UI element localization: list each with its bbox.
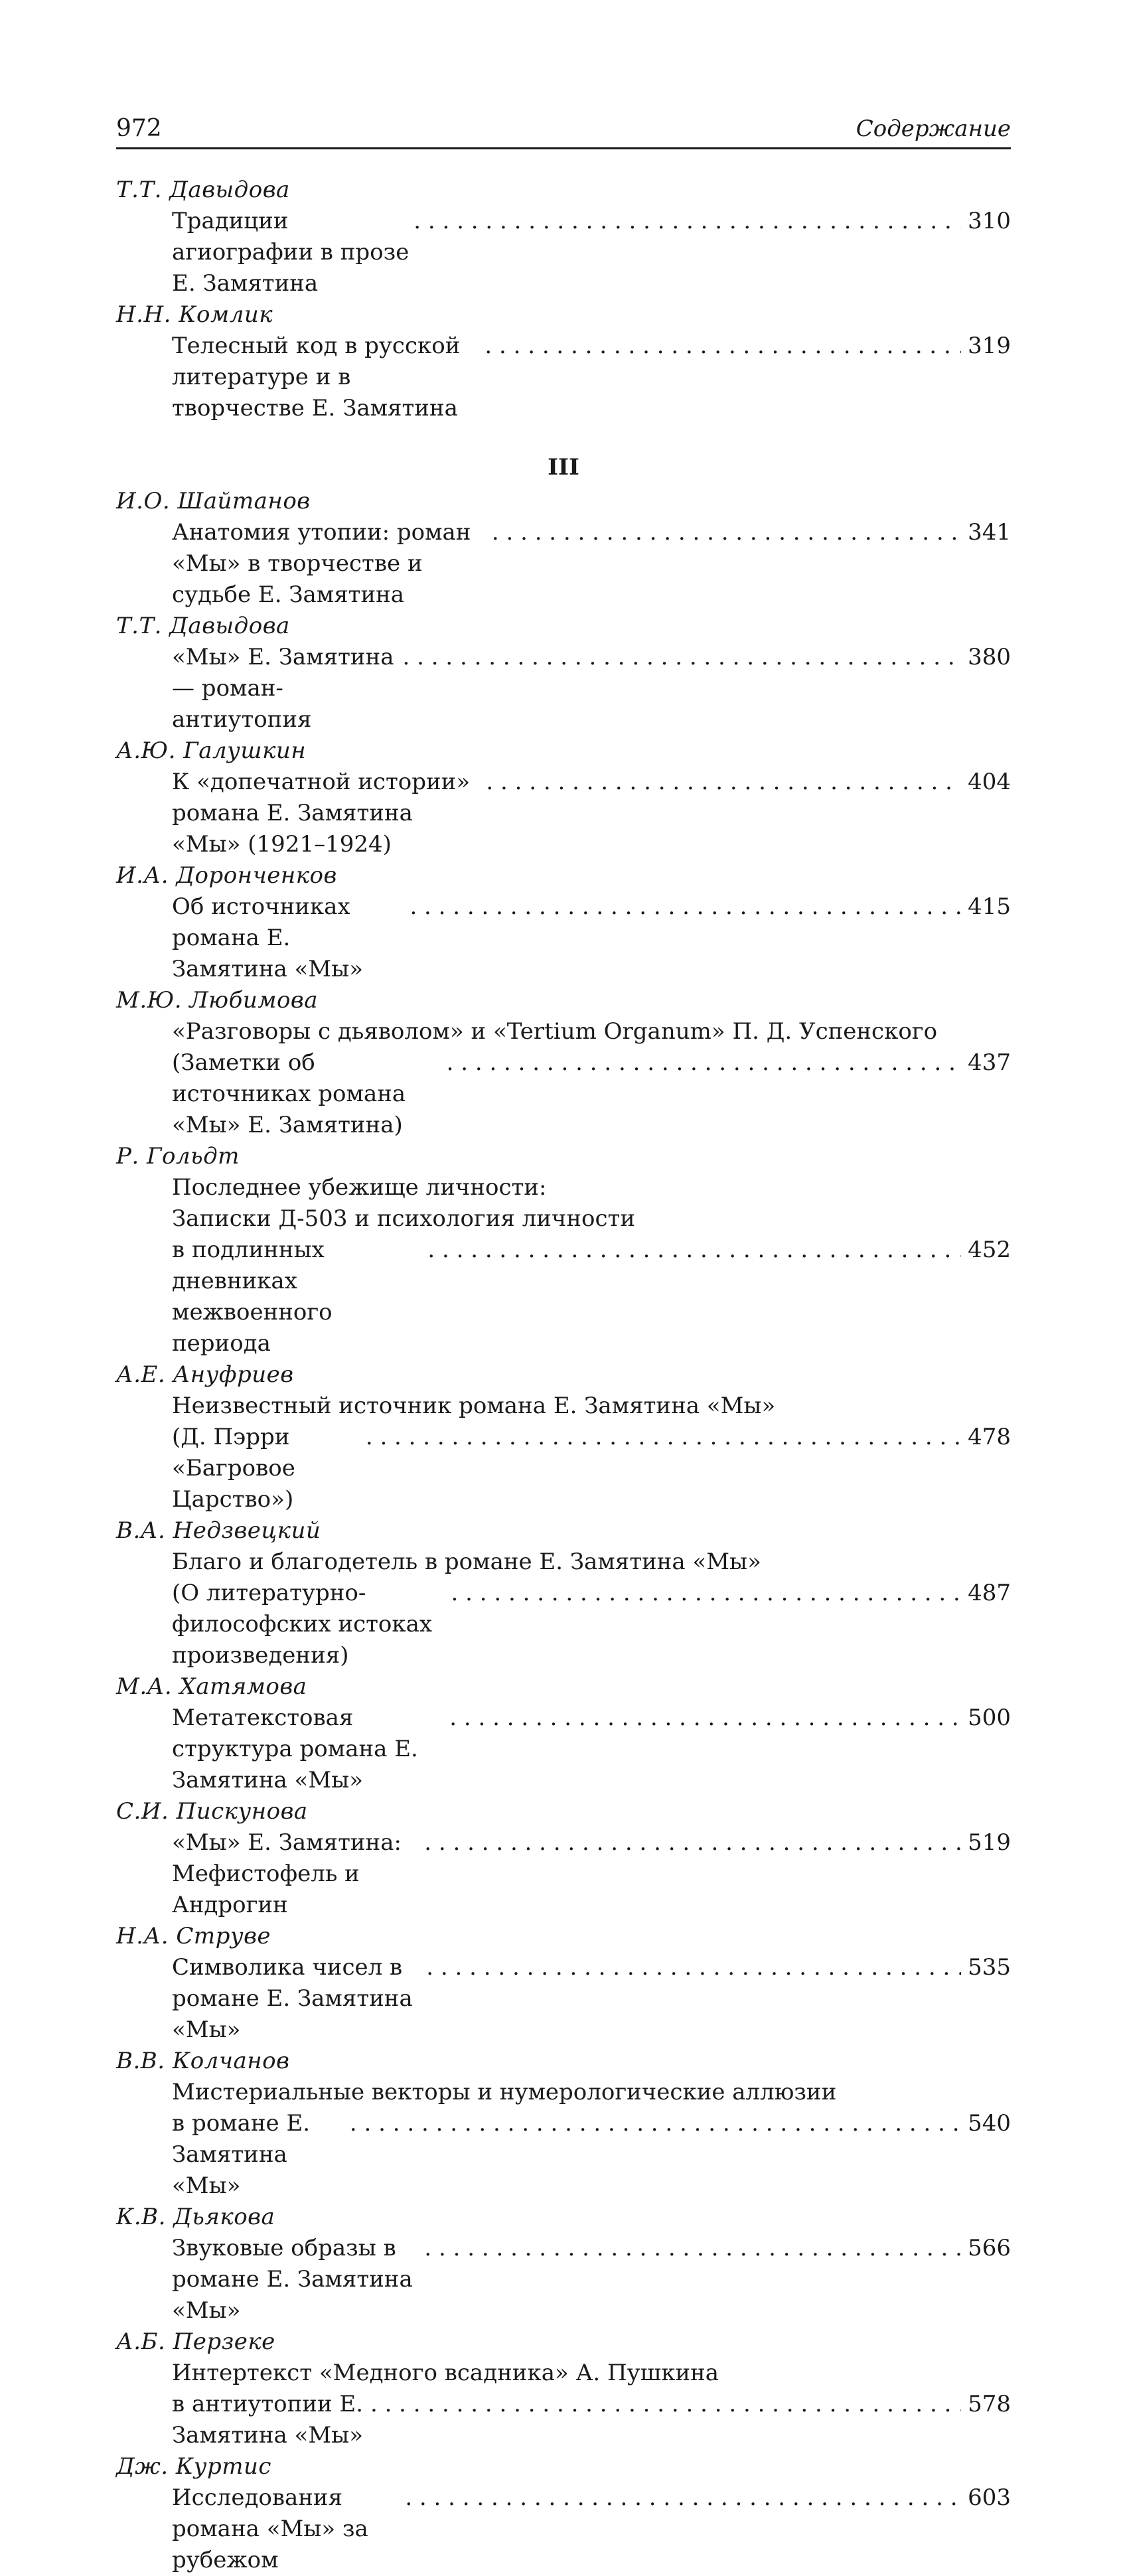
toc-entry — [116, 1359, 1011, 1515]
toc-author: М.Ю. Любимова — [116, 987, 318, 1014]
toc-page-number: 578 — [968, 2391, 1011, 2417]
dot-leader — [492, 517, 961, 548]
dot-leader — [405, 2482, 961, 2514]
dot-leader — [427, 1235, 961, 1266]
dot-leader — [366, 1422, 961, 1453]
toc-title-line: Исследования романа «Мы» за рубежом — [172, 2484, 368, 2573]
toc-page-number: 603 — [968, 2484, 1011, 2511]
dot-leader — [426, 1952, 961, 1983]
dot-leader — [410, 891, 961, 923]
toc-author: В.В. Колчанов — [116, 2048, 290, 2074]
page-number: 972 — [116, 115, 162, 142]
toc-title-last-line — [172, 1827, 1011, 1921]
toc-title-line: Мистериальные векторы и нумерологические аллюзии — [172, 2079, 837, 2105]
toc-title-last-line — [172, 1578, 1011, 1671]
toc-title-line: «Мы» Е. Замятина — роман-антиутопия — [172, 644, 394, 733]
toc-title-line: «Разговоры с дьяволом» и «Tertium Organum» П. Д. Успенского — [172, 1018, 938, 1045]
toc-title-line: Символика чисел в романе Е. Замятина «Мы» — [172, 1954, 413, 2043]
toc-entry — [116, 735, 1011, 860]
toc-title-line: в романе Е. Замятина «Мы» — [172, 2110, 311, 2199]
dot-leader — [424, 2233, 961, 2264]
toc-title-line: Записки Д-503 и психология личности — [172, 1205, 636, 1232]
toc-title — [116, 1172, 1011, 1359]
toc-page-number: 415 — [968, 893, 1011, 920]
toc-title — [116, 1703, 1011, 1796]
toc-title-last-line — [172, 206, 1011, 299]
toc-title-line: Традиции агиографии в прозе Е. Замятина — [172, 208, 410, 297]
toc-title — [116, 2482, 1011, 2576]
toc-author: Дж. Куртис — [116, 2453, 271, 2480]
section-heading: III — [548, 454, 579, 481]
toc-author: И.О. Шайтанов — [116, 488, 311, 514]
toc-title — [116, 891, 1011, 985]
toc-page-number: 540 — [968, 2110, 1011, 2137]
toc-author: Н.Н. Комлик — [116, 301, 273, 328]
dot-leader — [424, 1827, 961, 1858]
toc-entry — [116, 985, 1011, 1141]
toc-title-last-line — [172, 1952, 1011, 2046]
toc-page-number: 487 — [968, 1580, 1011, 1606]
toc-entry — [116, 2451, 1011, 2576]
toc-title — [116, 1016, 1011, 1141]
toc-author: А.Б. Перзеке — [116, 2328, 275, 2355]
toc-title — [116, 2233, 1011, 2326]
toc-author: Р. Гольдт — [116, 1143, 240, 1170]
toc-author: А.Е. Ануфриев — [116, 1361, 294, 1388]
toc-title-line: (Д. Пэрри «Багровое Царство») — [172, 1424, 295, 1513]
toc-title-line: Телесный код в русской литературе и в творчестве Е. Замятина — [172, 333, 461, 421]
toc-title — [116, 1547, 1011, 1671]
toc-title-last-line — [172, 1703, 1011, 1796]
toc-title-line: Интертекст «Медного всадника» А. Пушкина — [172, 2360, 719, 2386]
dot-leader — [486, 767, 961, 798]
dot-leader — [370, 2389, 961, 2420]
toc-title-line: (Заметки об источниках романа «Мы» Е. Замятина) — [172, 1049, 406, 1138]
toc-title-last-line — [172, 642, 1011, 735]
toc-entry — [116, 2202, 1011, 2326]
toc-page-number: 310 — [968, 208, 1011, 234]
dot-leader — [403, 642, 962, 673]
toc-title — [116, 1952, 1011, 2046]
toc-entry — [116, 2046, 1011, 2202]
dot-leader — [413, 206, 961, 237]
toc-title — [116, 331, 1011, 424]
dot-leader — [451, 1578, 962, 1609]
toc-title-line: Благо и благодетель в романе Е. Замятина «Мы» — [172, 1549, 761, 1575]
toc-entry — [116, 299, 1011, 424]
toc-title-last-line — [172, 1422, 1011, 1515]
toc-title-last-line — [172, 517, 1011, 611]
toc-title-last-line — [172, 2108, 1011, 2202]
dot-leader — [485, 331, 961, 362]
toc-entry — [116, 1921, 1011, 2046]
toc-author: И.А. Доронченков — [116, 862, 337, 889]
toc-entry — [116, 611, 1011, 735]
toc-part-1 — [116, 175, 1011, 424]
toc-title-line: Об источниках романа Е. Замятина «Мы» — [172, 893, 364, 982]
toc-title — [116, 1391, 1011, 1515]
toc-title-last-line — [172, 331, 1011, 424]
toc-title — [116, 767, 1011, 860]
toc-page-number: 566 — [968, 2235, 1011, 2261]
dot-leader — [350, 2108, 961, 2139]
toc-author: Т.Т. Давыдова — [116, 613, 290, 639]
toc-entry — [116, 175, 1011, 299]
toc-author: М.А. Хатямова — [116, 1673, 307, 1700]
running-head: Содержание — [856, 115, 1011, 142]
toc-title-line: Звуковые образы в романе Е. Замятина «Мы» — [172, 2235, 413, 2324]
toc-entry — [116, 1671, 1011, 1796]
toc-page-number: 452 — [968, 1237, 1011, 1263]
toc-author: К.В. Дьякова — [116, 2204, 275, 2230]
toc-title-last-line — [172, 2482, 1011, 2576]
toc-page-number: 519 — [968, 1829, 1011, 1856]
toc-page-number: 380 — [968, 644, 1011, 670]
toc-author: А.Ю. Галушкин — [116, 737, 307, 764]
dot-leader — [447, 1047, 962, 1079]
toc-title-line: (О литературно-философских истоках произведения) — [172, 1580, 433, 1669]
toc-part-3 — [116, 486, 1011, 2576]
toc-title-line: в антиутопии Е. Замятина «Мы» — [172, 2391, 364, 2449]
toc-author: Т.Т. Давыдова — [116, 177, 290, 203]
toc-page-number: 500 — [968, 1705, 1011, 1731]
toc-title-line: Метатекстовая структура романа Е. Замятина «Мы» — [172, 1705, 418, 1793]
toc-title-last-line — [172, 1047, 1011, 1141]
page — [116, 113, 1011, 2576]
toc-title-line: в подлинных дневниках межвоенного периода — [172, 1237, 333, 1357]
toc-entry — [116, 1515, 1011, 1671]
toc-title-line: Неизвестный источник романа Е. Замятина «Мы» — [172, 1393, 776, 1419]
toc-title-last-line — [172, 1235, 1011, 1359]
toc-entry — [116, 860, 1011, 985]
toc-entry — [116, 486, 1011, 611]
toc-title-line: Последнее убежище личности: — [172, 1174, 547, 1201]
page-header — [116, 113, 1011, 149]
table-of-contents — [116, 175, 1011, 2576]
toc-title-last-line — [172, 891, 1011, 985]
toc-author: С.И. Пискунова — [116, 1798, 308, 1825]
toc-title-line: К «допечатной истории» романа Е. Замятина «Мы» (1921–1924) — [172, 769, 471, 858]
toc-title-last-line — [172, 2233, 1011, 2326]
toc-title-last-line — [172, 2389, 1011, 2451]
toc-title-line: Анатомия утопии: роман «Мы» в творчестве и судьбе Е. Замятина — [172, 519, 471, 608]
toc-page-number: 535 — [968, 1954, 1011, 1981]
toc-title — [116, 2358, 1011, 2451]
toc-title — [116, 2077, 1011, 2202]
toc-author: Н.А. Струве — [116, 1923, 271, 1949]
dot-leader — [449, 1703, 961, 1734]
toc-page-number: 404 — [968, 769, 1011, 795]
toc-title — [116, 1827, 1011, 1921]
toc-page-number: 478 — [968, 1424, 1011, 1450]
toc-page-number: 341 — [968, 519, 1011, 546]
toc-entry — [116, 1796, 1011, 1921]
toc-title — [116, 517, 1011, 611]
toc-entry — [116, 2326, 1011, 2451]
toc-page-number: 437 — [968, 1049, 1011, 1076]
toc-title-last-line — [172, 767, 1011, 860]
toc-entry — [116, 1141, 1011, 1359]
toc-title — [116, 206, 1011, 299]
toc-author: В.А. Недзвецкий — [116, 1517, 321, 1544]
toc-page-number: 319 — [968, 333, 1011, 359]
toc-title — [116, 642, 1011, 735]
toc-title-line: «Мы» Е. Замятина: Мефистофель и Андрогин — [172, 1829, 402, 1918]
